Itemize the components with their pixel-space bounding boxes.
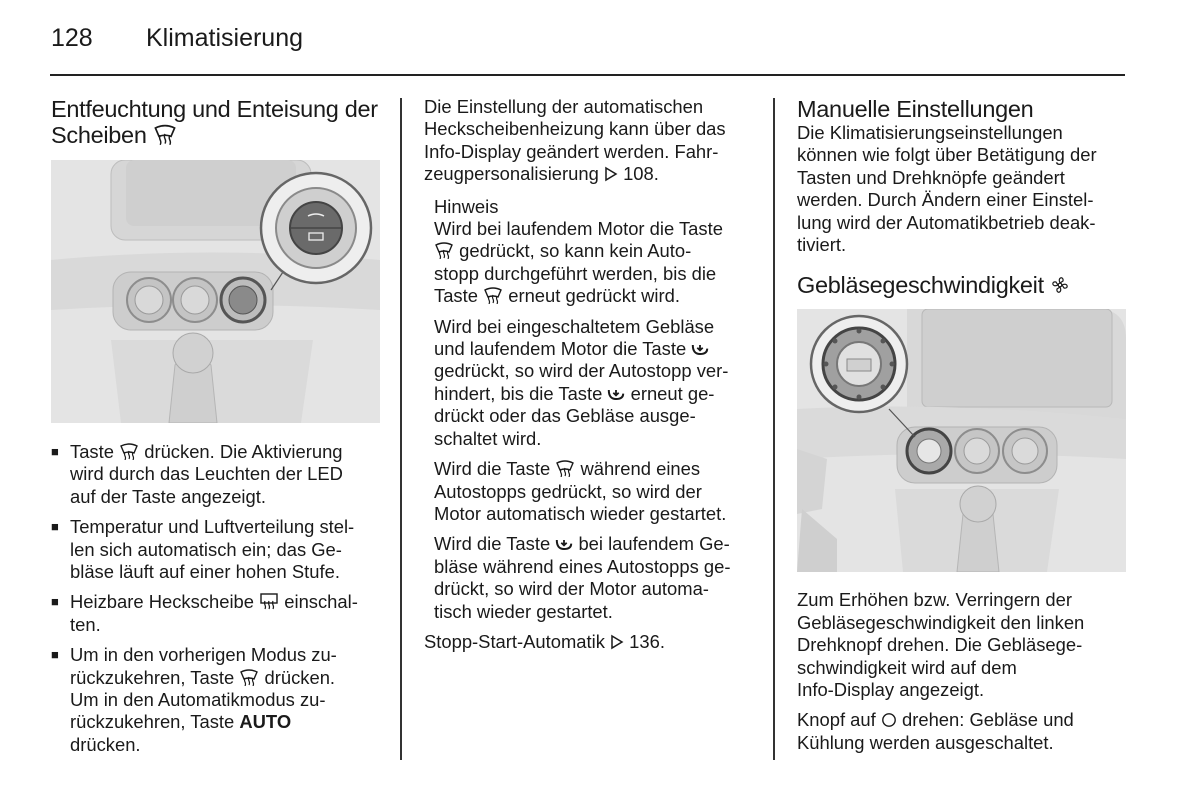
air-recirculation-icon [555,537,573,552]
air-recirculation-icon [691,342,709,357]
climate-panel-figure-fan [797,309,1126,572]
section-heading-fan-speed: Gebläsegeschwindigkeit [797,272,1132,298]
fan-icon [1050,275,1070,295]
air-recirculation-icon [607,387,625,402]
paragraph-fan-speed: Zum Erhöhen bzw. Verringern der Gebläsegeschwindigkeit den linken Drehknopf drehen. Die Gebläsege- schwindigkeit wird auf dem Info-Display angezeigt. [797,589,1085,701]
list-item: ■ Um in den vorherigen Modus zu- rückzukehren, Taste drücken. Um in den Automatikmodus zu- rückzukehren, Taste AUTO drücken. [51,644,386,756]
section-title: Klimatisierung [146,24,304,52]
instruction-list [51,441,386,756]
note-title: Hinweis [434,195,499,217]
windshield-defrost-icon [483,286,503,304]
note-box [424,196,759,623]
note-paragraph: Wird bei eingeschaltetem Gebläse und laufendem Motor die Taste gedrückt, so wird der Autostopp ver- hindert, bis die Taste erneut ge- drückt oder das Gebläse ausge- schaltet wird. [434,315,729,449]
windshield-defrost-icon [119,442,139,460]
windshield-defrost-icon [434,241,454,259]
header-rule [50,74,1125,76]
column-divider-1 [400,98,402,760]
column-2 [424,96,759,653]
paragraph-fan-off: Knopf auf drehen: Gebläse und Kühlung werden ausgeschaltet. [797,709,1074,753]
reference-arrow-icon [610,634,624,650]
climate-panel-figure-defrost [51,160,380,423]
column-3 [797,96,1132,754]
paragraph-manual: Die Klimatisierungseinstellungen können wie folgt über Betätigung der Tasten und Drehknöpfe geändert werden. Durch Ändern einer Einstel- lung wird der Automatikbetrieb deak- tiviert. [797,122,1097,256]
note-paragraph: Wird die Taste während eines Autostopps gedrückt, so wird der Motor automatisch wieder gestartet. [434,458,727,524]
paragraph-rear-heating: Die Einstellung der automatischen Heckscheibenheizung kann über das Info-Display geändert werden. Fahr- zeugpersonalisierung 108. [424,96,726,185]
reference-arrow-icon [604,166,618,182]
list-item: ■ Heizbare Heckscheibe einschal- ten. [51,591,386,636]
windshield-defrost-icon [153,123,177,145]
off-circle-icon [881,712,897,728]
section-heading-defrost: Entfeuchtung und Enteisung der Scheiben [51,96,378,148]
windshield-defrost-icon [555,459,575,477]
rear-window-heater-icon [259,592,279,610]
page-header [51,24,303,53]
section-heading-manual: Manuelle Einstellungen [797,96,1034,122]
note-paragraph: Wird bei laufendem Motor die Taste gedrückt, so kann kein Auto- stopp durchgeführt werden, bis die Taste erneut gedrückt wird. [434,218,723,307]
note-paragraph: Wird die Taste bei laufendem Ge- bläse während eines Autostopps ge- drückt, so wird der Motor automa- tisch wieder gestartet. [434,533,731,622]
page-number: 128 [51,24,93,52]
list-item: ■ Temperatur und Luftverteilung stel- len sich automatisch ein; das Ge- bläse läuft auf einer hohen Stufe. [51,516,386,583]
windshield-defrost-icon [239,668,259,686]
column-1 [51,96,386,764]
paragraph-stop-start: Stopp-Start-Automatik 136. [424,630,665,652]
list-item: ■ Taste drücken. Die Aktivierung wird durch das Leuchten der LED auf der Taste angezeigt. [51,441,386,508]
column-divider-2 [773,98,775,760]
